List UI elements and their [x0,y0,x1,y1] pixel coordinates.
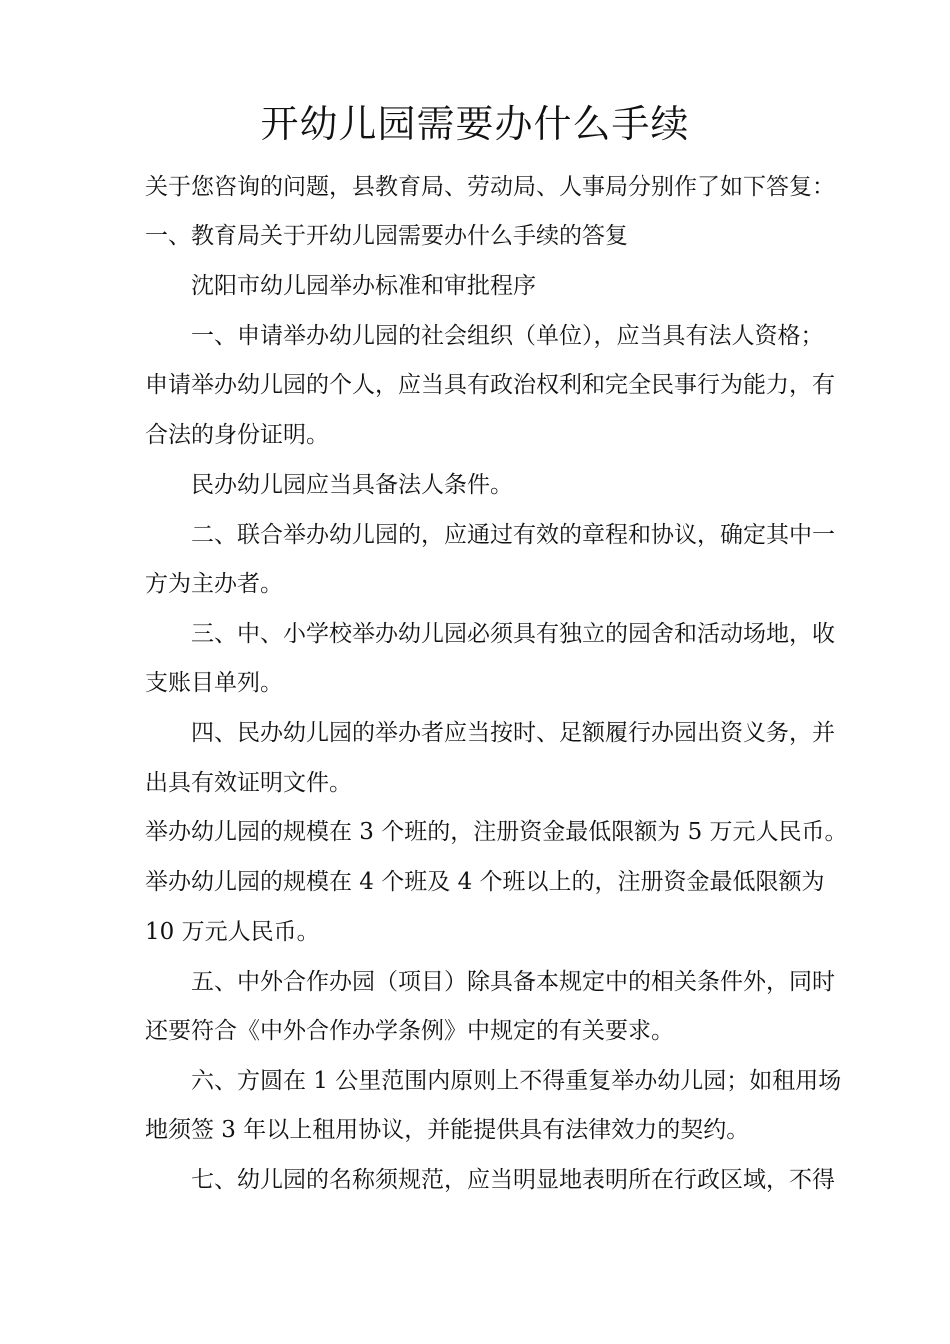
paragraph-line: 举办幼儿园的规模在 4 个班及 4 个班以上的，注册资金最低限额为 [145,869,825,895]
document-title: 开幼儿园需要办什么手续 [260,102,690,146]
paragraph-line: 出具有效证明文件。 [145,770,352,796]
paragraph-line: 民办幼儿园应当具备法人条件。 [191,472,513,498]
paragraph-line: 六、方圆在 1 公里范围内原则上不得重复举办幼儿园；如租用场 [191,1068,842,1094]
paragraph-line: 一、教育局关于开幼儿园需要办什么手续的答复 [145,223,628,249]
paragraph-line: 申请举办幼儿园的个人，应当具有政治权利和完全民事行为能力，有 [145,372,835,398]
paragraph-line: 一、申请举办幼儿园的社会组织（单位），应当具有法人资格； [191,323,824,349]
paragraph-line: 合法的身份证明。 [145,422,329,448]
paragraph-line: 沈阳市幼儿园举办标准和审批程序 [191,273,536,299]
paragraph-line: 地须签 3 年以上租用协议，并能提供具有法律效力的契约。 [145,1117,750,1143]
paragraph-line: 四、民办幼儿园的举办者应当按时、足额履行办园出资义务，并 [191,720,835,746]
paragraph-line: 三、中、小学校举办幼儿园必须具有独立的园舍和活动场地，收 [191,621,835,647]
paragraph-line: 还要符合《中外合作办学条例》中规定的有关要求。 [145,1018,674,1044]
paragraph-line: 七、幼儿园的名称须规范，应当明显地表明所在行政区域，不得 [191,1167,835,1193]
paragraph-line: 关于您咨询的问题，县教育局、劳动局、人事局分别作了如下答复： [145,174,835,200]
paragraph-line: 举办幼儿园的规模在 3 个班的，注册资金最低限额为 5 万元人民币。 [145,819,848,845]
paragraph-line: 10 万元人民币。 [145,919,320,945]
paragraph-line: 方为主办者。 [145,571,283,597]
paragraph-line: 支账目单列。 [145,670,283,696]
paragraph-line: 五、中外合作办园（项目）除具备本规定中的相关条件外，同时 [191,969,835,995]
paragraph-line: 二、联合举办幼儿园的，应通过有效的章程和协议，确定其中一 [191,522,835,548]
